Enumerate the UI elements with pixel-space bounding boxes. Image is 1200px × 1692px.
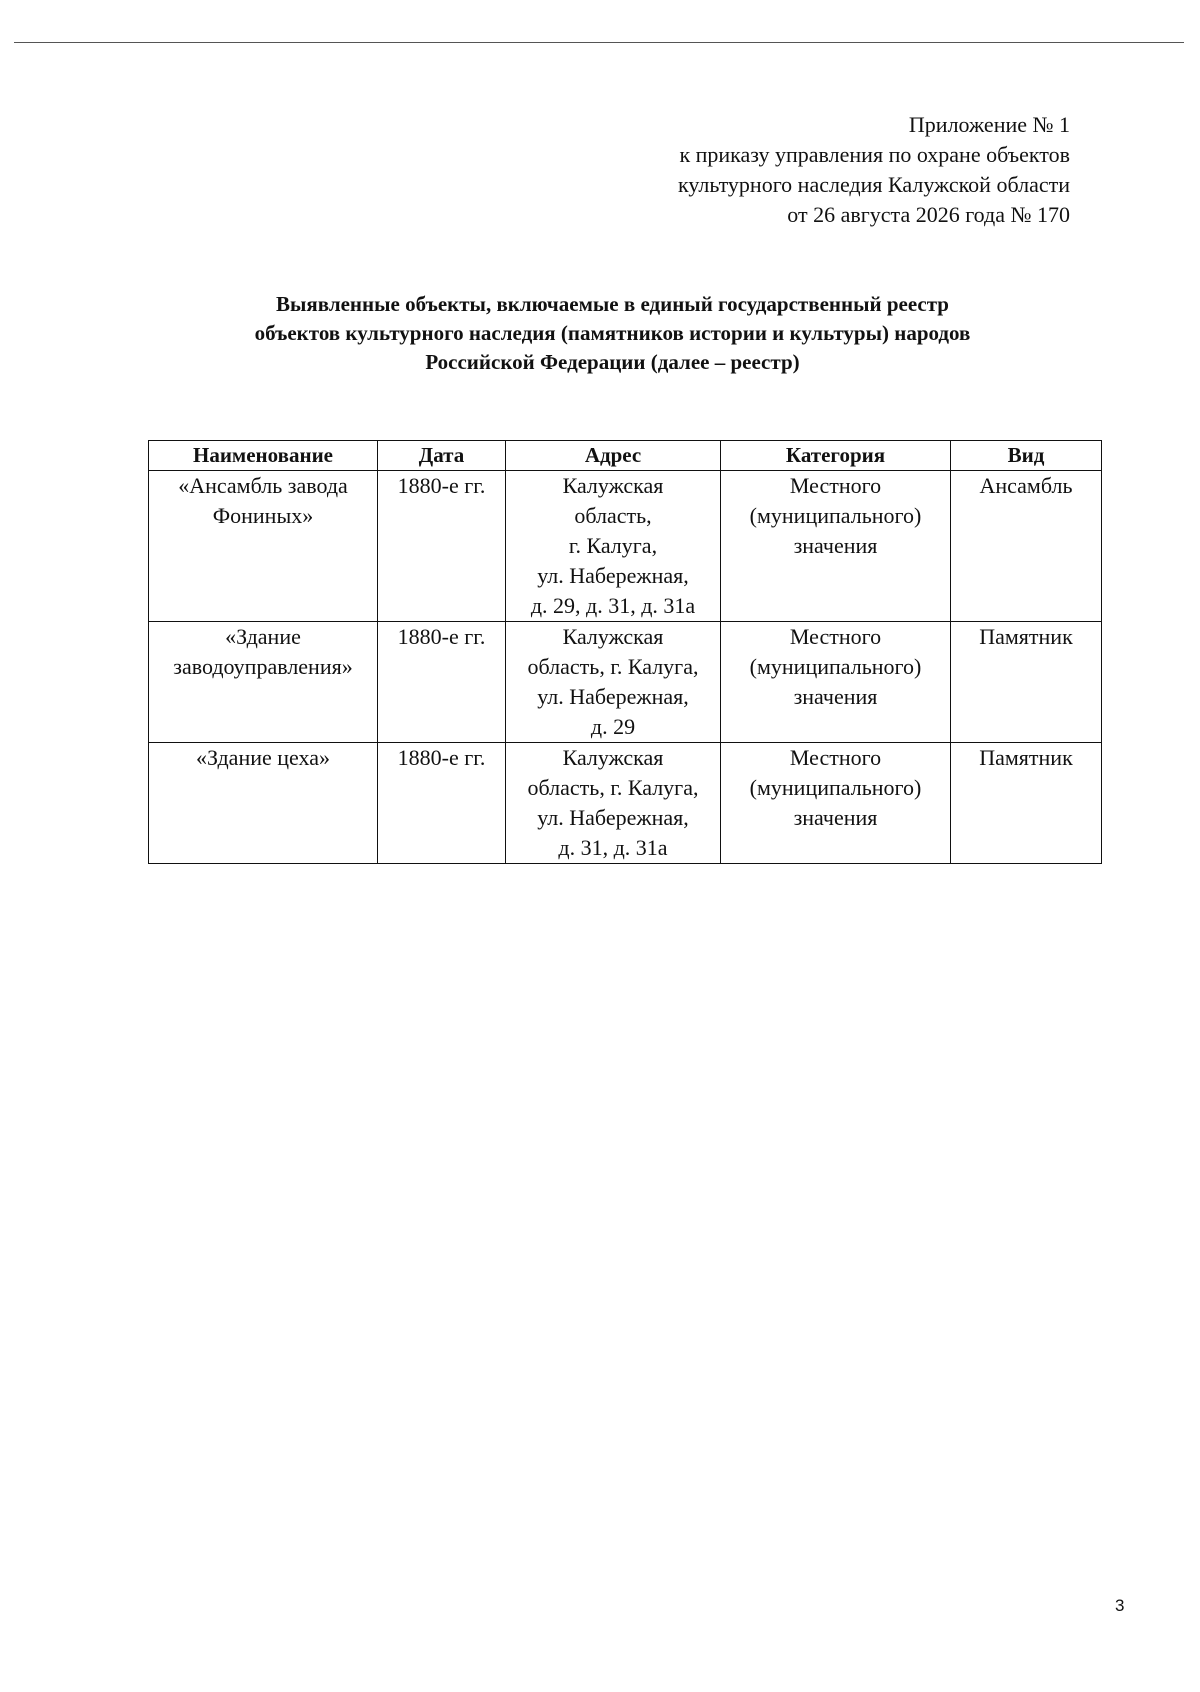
cell-text: 1880-е гг. — [397, 624, 486, 649]
cell-text: «Ансамбль завода — [178, 473, 348, 498]
cell-text: ул. Набережная, — [537, 563, 689, 588]
annex-number: Приложение № 1 — [908, 112, 1070, 137]
scan-top-line — [14, 42, 1184, 43]
cell-category — [721, 743, 951, 864]
cell-category — [721, 622, 951, 743]
cell-name — [149, 622, 378, 743]
cell-text: значения — [793, 533, 878, 558]
annex-order-ref: к приказу управления по охране объектов — [679, 142, 1070, 167]
cell-text: (муниципального) — [749, 503, 922, 528]
page-number: 3 — [1115, 1596, 1125, 1615]
header-name: Наименование — [149, 441, 378, 471]
cell-text: Фониных» — [212, 503, 314, 528]
header-type: Вид — [951, 441, 1102, 471]
cell-type — [951, 622, 1102, 743]
cell-text: 1880-е гг. — [397, 473, 486, 498]
annex-date: от 26 августа 2026 года № 170 — [787, 202, 1070, 227]
cell-text: Местного — [789, 473, 882, 498]
cell-text: Местного — [789, 745, 882, 770]
cell-text: Калужская — [562, 473, 664, 498]
cell-text: (муниципального) — [749, 654, 922, 679]
cell-text: область, — [574, 503, 652, 528]
annex-header — [678, 110, 1070, 230]
cell-text: «Здание цеха» — [196, 745, 330, 770]
cell-date — [378, 743, 506, 864]
cell-text: 1880-е гг. — [397, 745, 486, 770]
cell-text: значения — [793, 805, 878, 830]
cell-name — [149, 743, 378, 864]
cell-date — [378, 622, 506, 743]
cell-text: г. Калуга, — [568, 533, 658, 558]
cell-text: Калужская — [562, 624, 664, 649]
cell-text: значения — [793, 684, 878, 709]
cell-text: Ансамбль — [979, 473, 1073, 498]
cell-text: Памятник — [979, 745, 1073, 770]
cell-text: (муниципального) — [749, 775, 922, 800]
cell-text: заводоуправления» — [173, 654, 353, 679]
title-line: Выявленные объекты, включаемые в единый государственный реестр — [276, 292, 949, 316]
header-date: Дата — [378, 441, 506, 471]
annex-authority: культурного наследия Калужской области — [678, 172, 1070, 197]
table-header-row — [149, 441, 1102, 471]
cell-text: д. 31, д. 31а — [558, 835, 668, 860]
cell-text: Памятник — [979, 624, 1073, 649]
cell-text: Местного — [789, 624, 882, 649]
cell-address — [506, 471, 721, 622]
table-row — [149, 622, 1102, 743]
cell-text: д. 29, д. 31, д. 31а — [530, 593, 696, 618]
cell-type — [951, 743, 1102, 864]
document-title — [150, 290, 1075, 377]
cell-category — [721, 471, 951, 622]
cell-address — [506, 743, 721, 864]
table-row — [149, 743, 1102, 864]
cell-text: ул. Набережная, — [537, 684, 689, 709]
cell-text: «Здание — [225, 624, 301, 649]
registry-table — [148, 440, 1102, 864]
cell-text: ул. Набережная, — [537, 805, 689, 830]
cell-type — [951, 471, 1102, 622]
cell-text: Калужская — [562, 745, 664, 770]
cell-date — [378, 471, 506, 622]
header-address: Адрес — [506, 441, 721, 471]
title-line: объектов культурного наследия (памятников истории и культуры) народов — [254, 321, 971, 345]
title-line: Российской Федерации (далее – реестр) — [425, 350, 800, 374]
cell-text: область, г. Калуга, — [527, 775, 699, 800]
table-row — [149, 471, 1102, 622]
cell-name — [149, 471, 378, 622]
cell-text: д. 29 — [590, 714, 636, 739]
cell-text: область, г. Калуга, — [527, 654, 699, 679]
header-category: Категория — [721, 441, 951, 471]
cell-address — [506, 622, 721, 743]
